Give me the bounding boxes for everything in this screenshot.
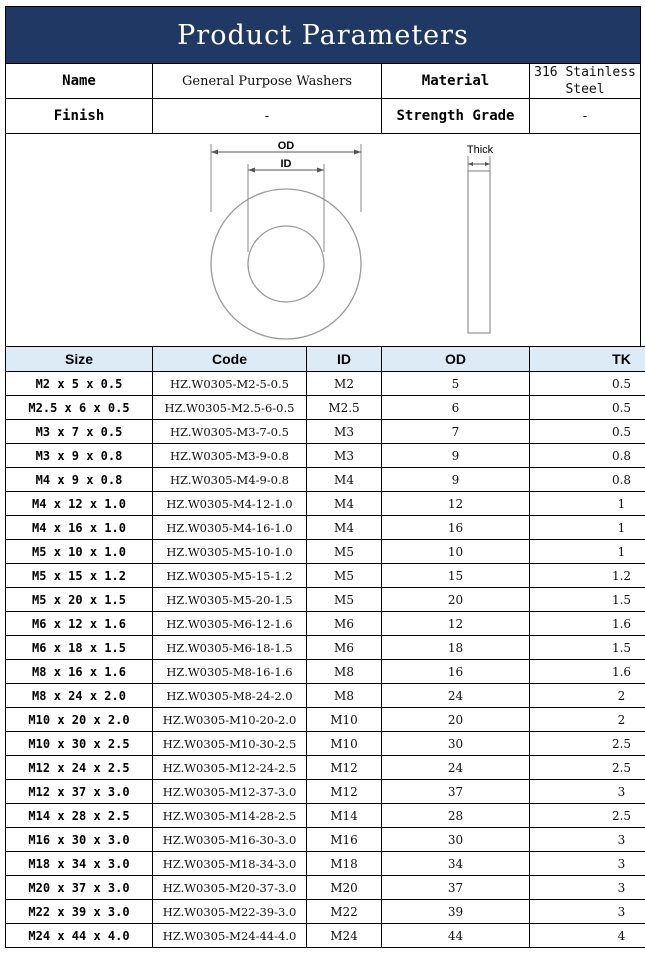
table-row [6,708,645,732]
table-row [6,516,645,540]
od-cell: 6 [382,396,530,420]
od-label: OD [277,140,295,152]
table-row [6,396,645,420]
code-cell: HZ.W0305-M5-10-1.0 [153,540,307,564]
tk-cell: 1.6 [530,660,645,684]
code-cell: HZ.W0305-M12-24-2.5 [153,756,307,780]
code-cell: HZ.W0305-M8-16-1.6 [153,660,307,684]
code-cell: HZ.W0305-M4-9-0.8 [153,468,307,492]
column-header-od: OD [382,347,530,372]
table-row [6,804,645,828]
id-cell: M6 [307,612,382,636]
size-cell: M4 x 16 x 1.0 [6,516,153,540]
thick-arrow-right-icon [485,162,490,166]
code-cell: HZ.W0305-M16-30-3.0 [153,828,307,852]
finish-value: - [153,99,382,134]
table-row [6,492,645,516]
code-cell: HZ.W0305-M2.5-6-0.5 [153,396,307,420]
tk-cell: 0.5 [530,372,645,396]
code-cell: HZ.W0305-M6-18-1.5 [153,636,307,660]
size-cell: M6 x 18 x 1.5 [6,636,153,660]
od-cell: 37 [382,876,530,900]
tk-cell: 0.5 [530,420,645,444]
size-cell: M6 x 12 x 1.6 [6,612,153,636]
size-cell: M8 x 16 x 1.6 [6,660,153,684]
tk-cell: 1 [530,516,645,540]
id-cell: M18 [307,852,382,876]
size-cell: M24 x 44 x 4.0 [6,924,153,948]
code-cell: HZ.W0305-M10-30-2.5 [153,732,307,756]
table-row [6,732,645,756]
id-arrow-right-icon [317,168,324,173]
code-cell: HZ.W0305-M22-39-3.0 [153,900,307,924]
table-row [6,468,645,492]
tk-cell: 0.8 [530,444,645,468]
id-cell: M2.5 [307,396,382,420]
id-cell: M5 [307,540,382,564]
id-cell: M8 [307,660,382,684]
size-cell: M4 x 9 x 0.8 [6,468,153,492]
code-cell: HZ.W0305-M24-44-4.0 [153,924,307,948]
od-cell: 5 [382,372,530,396]
column-header-id: ID [307,347,382,372]
size-cell: M4 x 12 x 1.0 [6,492,153,516]
od-cell: 30 [382,732,530,756]
code-cell: HZ.W0305-M12-37-3.0 [153,780,307,804]
id-cell: M5 [307,588,382,612]
code-cell: HZ.W0305-M5-20-1.5 [153,588,307,612]
table-row [6,612,645,636]
tk-cell: 3 [530,852,645,876]
table-row [6,372,645,396]
material-label: Material [382,64,530,99]
table-row [6,540,645,564]
id-cell: M4 [307,468,382,492]
tk-cell: 2 [530,684,645,708]
id-cell: M10 [307,708,382,732]
column-header-code: Code [153,347,307,372]
od-cell: 10 [382,540,530,564]
id-cell: M22 [307,900,382,924]
od-cell: 9 [382,468,530,492]
size-cell: M10 x 20 x 2.0 [6,708,153,732]
size-cell: M10 x 30 x 2.5 [6,732,153,756]
washer-outer-circle [211,189,361,339]
id-cell: M5 [307,564,382,588]
size-cell: M2.5 x 6 x 0.5 [6,396,153,420]
size-cell: M16 x 30 x 3.0 [6,828,153,852]
od-cell: 20 [382,588,530,612]
code-cell: HZ.W0305-M3-9-0.8 [153,444,307,468]
od-cell: 44 [382,924,530,948]
table-row [6,756,645,780]
id-cell: M8 [307,684,382,708]
id-cell: M16 [307,828,382,852]
od-cell: 24 [382,756,530,780]
size-cell: M2 x 5 x 0.5 [6,372,153,396]
code-cell: HZ.W0305-M10-20-2.0 [153,708,307,732]
finish-label: Finish [6,99,153,134]
strength-grade-label: Strength Grade [382,99,530,134]
id-cell: M4 [307,492,382,516]
od-cell: 7 [382,420,530,444]
od-cell: 24 [382,684,530,708]
id-cell: M2 [307,372,382,396]
material-value: 316 Stainless Steel [530,64,641,99]
code-cell: HZ.W0305-M5-15-1.2 [153,564,307,588]
od-cell: 37 [382,780,530,804]
id-cell: M20 [307,876,382,900]
page-title: Product Parameters [6,7,641,64]
strength-grade-value: - [530,99,641,134]
washer-side-view [468,171,490,333]
table-row [6,588,645,612]
size-cell: M14 x 28 x 2.5 [6,804,153,828]
code-cell: HZ.W0305-M4-12-1.0 [153,492,307,516]
tk-cell: 3 [530,780,645,804]
table-row [6,924,645,948]
od-cell: 12 [382,492,530,516]
od-cell: 18 [382,636,530,660]
spec-table [5,346,645,948]
size-cell: M20 x 37 x 3.0 [6,876,153,900]
washer-drawing [6,134,639,346]
info-table [5,6,641,347]
id-cell: M3 [307,420,382,444]
column-header-size: Size [6,347,153,372]
size-cell: M5 x 20 x 1.5 [6,588,153,612]
name-label: Name [6,64,153,99]
tk-cell: 1 [530,540,645,564]
washer-diagram [6,134,641,347]
column-header-tk: TK [530,347,645,372]
od-arrow-left-icon [211,150,218,155]
tk-cell: 2.5 [530,732,645,756]
id-cell: M12 [307,756,382,780]
id-cell: M24 [307,924,382,948]
tk-cell: 0.8 [530,468,645,492]
size-cell: M5 x 15 x 1.2 [6,564,153,588]
od-cell: 34 [382,852,530,876]
size-cell: M3 x 9 x 0.8 [6,444,153,468]
code-cell: HZ.W0305-M20-37-3.0 [153,876,307,900]
table-row [6,660,645,684]
size-cell: M5 x 10 x 1.0 [6,540,153,564]
code-cell: HZ.W0305-M3-7-0.5 [153,420,307,444]
od-cell: 9 [382,444,530,468]
od-cell: 15 [382,564,530,588]
tk-cell: 0.5 [530,396,645,420]
table-row [6,420,645,444]
id-cell: M4 [307,516,382,540]
code-cell: HZ.W0305-M18-34-3.0 [153,852,307,876]
code-cell: HZ.W0305-M4-16-1.0 [153,516,307,540]
id-cell: M6 [307,636,382,660]
tk-cell: 1.5 [530,588,645,612]
code-cell: HZ.W0305-M6-12-1.6 [153,612,307,636]
size-cell: M12 x 24 x 2.5 [6,756,153,780]
od-arrow-right-icon [354,150,361,155]
table-row [6,684,645,708]
tk-cell: 2.5 [530,804,645,828]
code-cell: HZ.W0305-M8-24-2.0 [153,684,307,708]
size-cell: M12 x 37 x 3.0 [6,780,153,804]
size-cell: M18 x 34 x 3.0 [6,852,153,876]
code-cell: HZ.W0305-M2-5-0.5 [153,372,307,396]
thick-arrow-left-icon [468,162,473,166]
table-row [6,852,645,876]
table-row [6,828,645,852]
table-row [6,636,645,660]
spec-header-row [6,347,645,372]
od-cell: 16 [382,660,530,684]
od-cell: 39 [382,900,530,924]
tk-cell: 1 [530,492,645,516]
od-cell: 16 [382,516,530,540]
tk-cell: 2.5 [530,756,645,780]
id-label: ID [280,158,292,170]
name-value: General Purpose Washers [153,64,382,99]
od-cell: 30 [382,828,530,852]
tk-cell: 2 [530,708,645,732]
tk-cell: 3 [530,876,645,900]
table-row [6,876,645,900]
spec-table-body [6,372,645,948]
washer-inner-circle [248,226,324,302]
code-cell: HZ.W0305-M14-28-2.5 [153,804,307,828]
id-arrow-left-icon [248,168,255,173]
id-cell: M14 [307,804,382,828]
table-row [6,444,645,468]
od-cell: 12 [382,612,530,636]
thick-label: Thick [466,144,494,156]
size-cell: M3 x 7 x 0.5 [6,420,153,444]
tk-cell: 3 [530,828,645,852]
id-cell: M10 [307,732,382,756]
tk-cell: 3 [530,900,645,924]
od-cell: 20 [382,708,530,732]
size-cell: M22 x 39 x 3.0 [6,900,153,924]
table-row [6,780,645,804]
tk-cell: 4 [530,924,645,948]
id-cell: M3 [307,444,382,468]
id-cell: M12 [307,780,382,804]
table-row [6,900,645,924]
tk-cell: 1.6 [530,612,645,636]
tk-cell: 1.2 [530,564,645,588]
table-row [6,564,645,588]
od-cell: 28 [382,804,530,828]
size-cell: M8 x 24 x 2.0 [6,684,153,708]
tk-cell: 1.5 [530,636,645,660]
product-sheet [5,6,640,948]
